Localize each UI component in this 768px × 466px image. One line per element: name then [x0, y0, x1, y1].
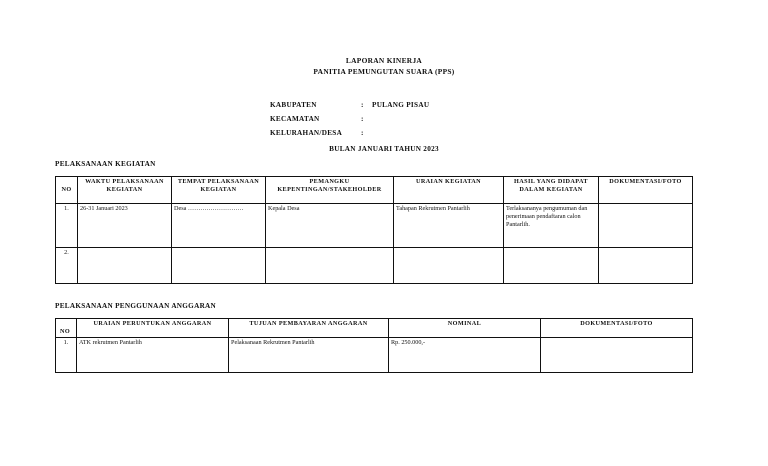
section-title-kegiatan: PELAKSANAAN KEGIATAN	[55, 160, 156, 168]
header-pemangku: PEMANGKU KEPENTINGAN/STAKEHOLDER	[266, 177, 394, 204]
anggaran-header-row	[56, 319, 693, 338]
cell-no: 2.	[56, 248, 78, 284]
header-hasil: HASIL YANG DIDAPAT DALAM KEGIATAN	[504, 177, 599, 204]
header-uraian-peruntukan: URAIAN PERUNTUKAN ANGGARAN	[77, 319, 229, 338]
cell-no: 1.	[56, 338, 77, 373]
kegiatan-table	[55, 176, 693, 284]
info-label-kabupaten: KABUPATEN	[270, 101, 317, 109]
header-uraian: URAIAN KEGIATAN	[394, 177, 504, 204]
header-dokumentasi: DOKUMENTASI/FOTO	[541, 319, 693, 338]
cell-no: 1.	[56, 204, 78, 248]
header-no: NO	[56, 319, 77, 338]
cell-nominal: Rp. 250.000,-	[389, 338, 541, 373]
header-no: NO	[56, 177, 78, 204]
cell-waktu: 26-31 Januari 2023	[78, 204, 172, 248]
report-period: BULAN JANUARI TAHUN 2023	[329, 145, 439, 153]
header-tujuan-pembayaran: TUJUAN PEMBAYARAN ANGGARAN	[229, 319, 389, 338]
cell-tempat: Desa ………………………	[172, 204, 266, 248]
kegiatan-header-row	[56, 177, 693, 204]
report-subtitle: PANITIA PEMUNGUTAN SUARA (PPS)	[313, 67, 455, 76]
info-sep-kecamatan: :	[361, 115, 364, 123]
cell-uraian: Tahapan Rekrutmen Pantarlih	[394, 204, 504, 248]
cell-pemangku: Kepala Desa	[266, 204, 394, 248]
header-dokumentasi: DOKUMENTASI/FOTO	[599, 177, 693, 204]
cell-uraian	[394, 248, 504, 284]
table-row	[56, 338, 693, 373]
cell-hasil: Terlaksananya pengumuman dan penerimaan pendaftaran calon Pantarlih.	[504, 204, 599, 248]
anggaran-table	[55, 318, 693, 373]
cell-hasil	[504, 248, 599, 284]
info-sep-kelurahan: :	[361, 129, 364, 137]
header-tempat: TEMPAT PELAKSANAAN KEGIATAN	[172, 177, 266, 204]
cell-dokumentasi	[599, 248, 693, 284]
info-value-kabupaten: PULANG PISAU	[372, 101, 430, 109]
info-sep-kabupaten: :	[361, 101, 364, 109]
cell-uraian-peruntukan: ATK rekrutmen Pantarlih	[77, 338, 229, 373]
section-title-anggaran: PELAKSANAAN PENGGUNAAN ANGGARAN	[55, 302, 217, 310]
info-label-kecamatan: KECAMATAN	[270, 115, 320, 123]
cell-dokumentasi	[599, 204, 693, 248]
header-waktu: WAKTU PELAKSANAAN KEGIATAN	[78, 177, 172, 204]
table-row	[56, 248, 693, 284]
table-row	[56, 204, 693, 248]
report-title: LAPORAN KINERJA	[345, 56, 423, 65]
cell-pemangku	[266, 248, 394, 284]
cell-tempat	[172, 248, 266, 284]
info-label-kelurahan: KELURAHAN/DESA	[270, 129, 343, 137]
cell-waktu	[78, 248, 172, 284]
header-nominal: NOMINAL	[389, 319, 541, 338]
cell-dokumentasi	[541, 338, 693, 373]
cell-tujuan-pembayaran: Pelaksanaan Rekrutmen Pantarlih	[229, 338, 389, 373]
